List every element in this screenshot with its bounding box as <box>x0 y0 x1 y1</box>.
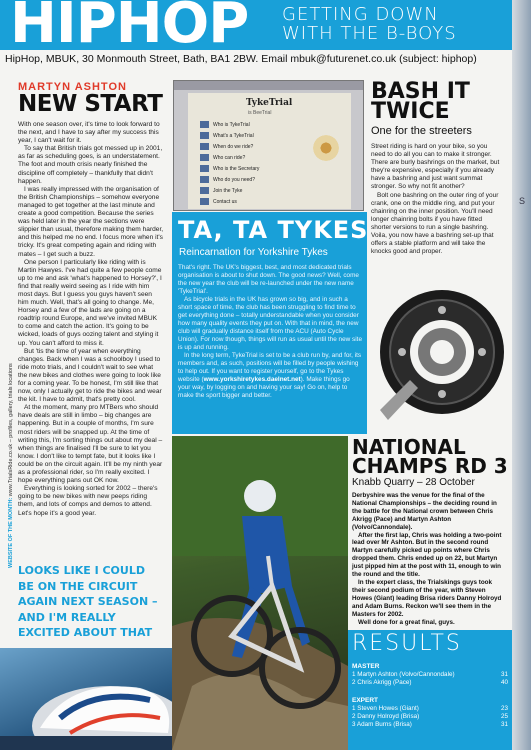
result-rider: 1 Steven Howes (Giant) <box>352 705 419 712</box>
result-rider: 1 Martyn Ashton (Volvo/Cannondale) <box>352 671 455 678</box>
result-rider: 2 Chris Akrigg (Pace) <box>352 679 412 686</box>
article-paragraph: At the moment, many pro MTBers who should have deals are still in limbo – big changes are happening. But in a couple of months, I'm sure most riders will be snapped up. At the time of writing this, I'm sorting things out about my deal – when things are finalised I'll be sure to let you know. I don't like to tempt fate, but it looks like I could be on the circuit again. It'll be my ninth year as a professional rider, so I'm really excited. I hope everything pans out OK now. <box>18 404 163 485</box>
champs-headline-line-2: CHAMPS RD 3 <box>352 454 508 478</box>
result-score: 31 <box>500 721 508 728</box>
menu-item-label: Who can ride? <box>213 154 246 161</box>
website-subtitle: is BeeTrial <box>248 110 272 116</box>
tykes-box <box>172 212 367 434</box>
menu-button-icon <box>200 187 209 194</box>
tykes-text: In the long term, TykeTrial is set to be a club run by, and for, its members and, as such, positions will be filled by people wishing to help out. If you want to register yourself, go to the Tykes website ( <box>178 352 362 383</box>
bash-body <box>371 143 501 256</box>
article-paragraph: To say that British trials got messed up in 2001, as far as scheduling goes, is an understatement. The foot and mouth crisis nearly finished the discipline off completely – thankfully that didn't happen. <box>18 145 163 185</box>
menu-button-icon <box>200 176 209 183</box>
article-headline: NEW START <box>18 91 163 117</box>
menu-item-label: Who do you need? <box>213 176 255 183</box>
champs-paragraph: After the first lap, Chris was holding a two-point lead over Mr Ashton. But in the second round Martyn carefully picked up points where Chris dropped them. Chris ended up on 22, but Martyn just pipped him at the post with 11, enough to win the round and the title. <box>352 531 502 579</box>
menu-button-icon <box>200 154 209 161</box>
tykes-deck: Reincarnation for Yorkshire Tykes <box>179 247 328 258</box>
bash-headline <box>371 79 470 124</box>
result-score: 40 <box>500 679 508 686</box>
tykes-paragraph: As bicycle trials in the UK has grown so big, and in such a short space of time, the club has been struggling to find time to get everything done – totally understandable when you consider how many quality events they put on. With that in mind, the new club will gradually distance itself from the ACU (Auto Cycle Union). For now though, things will run as usual until the new site is up and running. <box>178 296 363 351</box>
website-title: TykeTrial <box>246 98 293 108</box>
menu-item-label: When do we ride? <box>213 143 254 150</box>
bash-headline-line-2: TWICE <box>371 99 450 124</box>
results-expert-label: EXPERT <box>352 697 379 704</box>
tagline-line-1: GETTING DOWN <box>282 4 439 25</box>
menu-button-icon <box>200 121 209 128</box>
bash-paragraph: Street riding is hard on your bike, so you need to do all you can to make it stronger. There are burly bashrings on the market, but they're expensive, especially if you already have a bashring and just want summat stronger. So why not fit another? <box>371 143 500 191</box>
website-menu-item <box>200 185 259 196</box>
menu-item-label: Who is TykeTrial <box>213 121 250 128</box>
results-row <box>352 671 508 678</box>
bash-headline-line-1: BASH IT <box>371 79 470 104</box>
result-rider: 3 Adam Burns (Brisa) <box>352 721 412 728</box>
article-body <box>18 121 164 518</box>
website-menu-item <box>200 152 259 163</box>
website-page <box>188 93 351 209</box>
tykes-paragraph: That's right. The UK's biggest, best, and most dedicated trials organisation is about to shut down. The good news? Well, come the new year the club will be re-launched under the new name 'TykeTrial'. <box>178 264 359 295</box>
article-paragraph: One person I particularly like riding with is Martin Hawyes. I've had quite a few people come up to me and ask 'what's happened to Horsey?', I find that really weird seeing as I ride with him most days. But I guess you guys haven't seen him much. Well, that's all going to change. Me, Horsey and a few of the lads are going on a roadtrip round Europe, and we've invited MBUK to come and catch the action. It's going to be wicked, loads of guys oozing talent and styling it up. You can't afford to miss it. <box>18 258 162 347</box>
results-box <box>348 630 512 750</box>
browser-toolbar <box>174 81 363 90</box>
result-score: 31 <box>500 671 508 678</box>
result-score: 25 <box>500 713 508 720</box>
menu-button-icon <box>200 165 209 172</box>
helmet-illustration <box>0 648 172 750</box>
article-paragraph: I was really impressed with the organisation of the British Championships – somehow everyone managed to get together at the last minute and create a good competition. Because the series was held later in the year the sections were slippier than usual, therefore making them harder, and this helped me no end. I focus more when it's tricky. It's great competing again and riding with mates – I get such a buzz. <box>18 185 164 258</box>
page-edge-strip <box>512 0 531 750</box>
website-menu-item <box>200 141 259 152</box>
article-paragraph: Everything is looking sorted for 2002 – there's going to be new bikes with new peeps riding them, and lots of comps and demos to attend. Let's hope it's a good year. <box>18 485 158 517</box>
section-header <box>0 0 531 50</box>
bashring-chainring-photo <box>370 280 505 430</box>
results-row <box>352 721 508 728</box>
results-row <box>352 713 508 720</box>
tykes-website-link[interactable]: www.yorkshiretykes.daelnet.net <box>203 376 301 383</box>
website-menu-item <box>200 196 259 207</box>
results-row <box>352 679 508 686</box>
menu-button-icon <box>200 143 209 150</box>
bash-paragraph: Bolt one bashring on the outer ring of your crank, one on the middle ring, and put your chainring on the inner position. You'll need longer chainring bolts if you have fitted shorter versions to run a single bashring. Voila, you now have a bashring set-up that offers a stable platform and will take the knocks good and proper. <box>371 191 499 256</box>
website-menu-item <box>200 174 259 185</box>
menu-item-label: What's a TykeTrial <box>213 132 254 139</box>
tykes-body <box>178 264 362 400</box>
champs-headline-line-1: NATIONAL <box>352 435 466 459</box>
contact-line: HipHop, MBUK, 30 Monmouth Street, Bath, BA1 2BW. Email mbuk@futurenet.co.uk (subject: hiphop) <box>5 53 477 65</box>
byline: MARTYN ASHTON <box>18 81 127 93</box>
results-master-label: MASTER <box>352 663 380 670</box>
section-tagline <box>282 5 457 43</box>
menu-item-label: Join the Tyke <box>213 187 243 194</box>
website-menu <box>200 119 259 207</box>
website-menu-item <box>200 163 259 174</box>
menu-item-label: Contact us <box>213 198 237 205</box>
website-menu-item <box>200 119 259 130</box>
flower-logo-icon <box>311 133 341 163</box>
menu-button-icon <box>200 132 209 139</box>
website-screenshot <box>173 80 364 211</box>
champs-paragraph: In the expert class, the Trialskings guys took their second podium of the year, with Steven Howes (Giant) leading Brisa riders Danny Holroyd and Adam Burns. Reckon we'll see them in the Masters for 2002. <box>352 578 502 618</box>
bash-deck: One for the streeters <box>371 125 472 137</box>
side-credit-label: WEBSITE OF THE MONTH: <box>8 497 14 568</box>
website-menu-item <box>200 130 259 141</box>
side-credit-text <box>8 238 14 568</box>
pull-quote: LOOKS LIKE I COULD BE ON THE CIRCUIT AGAIN NEXT SEASON – AND I'M REALLY EXCITED ABOUT THAT <box>18 564 158 639</box>
result-rider: 2 Danny Holroyd (Brisa) <box>352 713 420 720</box>
trials-rider-photo <box>172 436 348 750</box>
menu-button-icon <box>200 198 209 205</box>
menu-item-label: Who is the Secretary <box>213 165 260 172</box>
rider-on-bike-illustration <box>172 436 348 750</box>
section-title: HIPHOP <box>10 0 249 50</box>
champs-paragraph: Derbyshire was the venue for the final of the National Championships – the deciding round in the battle for the National crown between Chris Akrigg (Pace) and Martyn Ashton (Volvo/Cannondale). <box>352 492 497 531</box>
results-row <box>352 705 508 712</box>
tagline-line-2: WITH THE B-BOYS <box>282 23 457 44</box>
tykes-text: ). Make things go your way, by logging on and having your say! Go on, help to make the sport bigger and better. <box>178 376 350 399</box>
article-paragraph: With one season over, it's time to look forward to the next, and I have to say after my success this year, I can't wait for it. <box>18 121 160 145</box>
champs-paragraph: Well done for a great final, guys. <box>358 618 455 626</box>
results-title: RESULTS <box>352 631 462 656</box>
champs-body <box>352 492 507 626</box>
rider-helmet-photo <box>0 648 172 750</box>
side-credit-url: www.TrialsRide.co.uk – profiles, gallery, trials locations <box>8 363 14 498</box>
champs-deck: Knabb Quarry – 28 October <box>352 477 475 488</box>
champs-headline <box>352 435 512 478</box>
tykes-paragraph <box>178 352 362 400</box>
side-credit <box>6 240 16 570</box>
result-score: 23 <box>500 705 508 712</box>
article-paragraph: But 'tis the time of year when everything changes. Back when I was a schoolboy I used to ride moto trials, and I couldn't wait to see what the new bikes and clothes were going to look like for a coming year. To be honest, I'm still like that now, only I actually get to ride the bikes and wear the kit. I have to admit, that's pretty cool. <box>18 347 162 404</box>
tykes-headline: TA, TA TYKES <box>178 216 369 244</box>
page-edge-letter: S <box>519 196 526 206</box>
